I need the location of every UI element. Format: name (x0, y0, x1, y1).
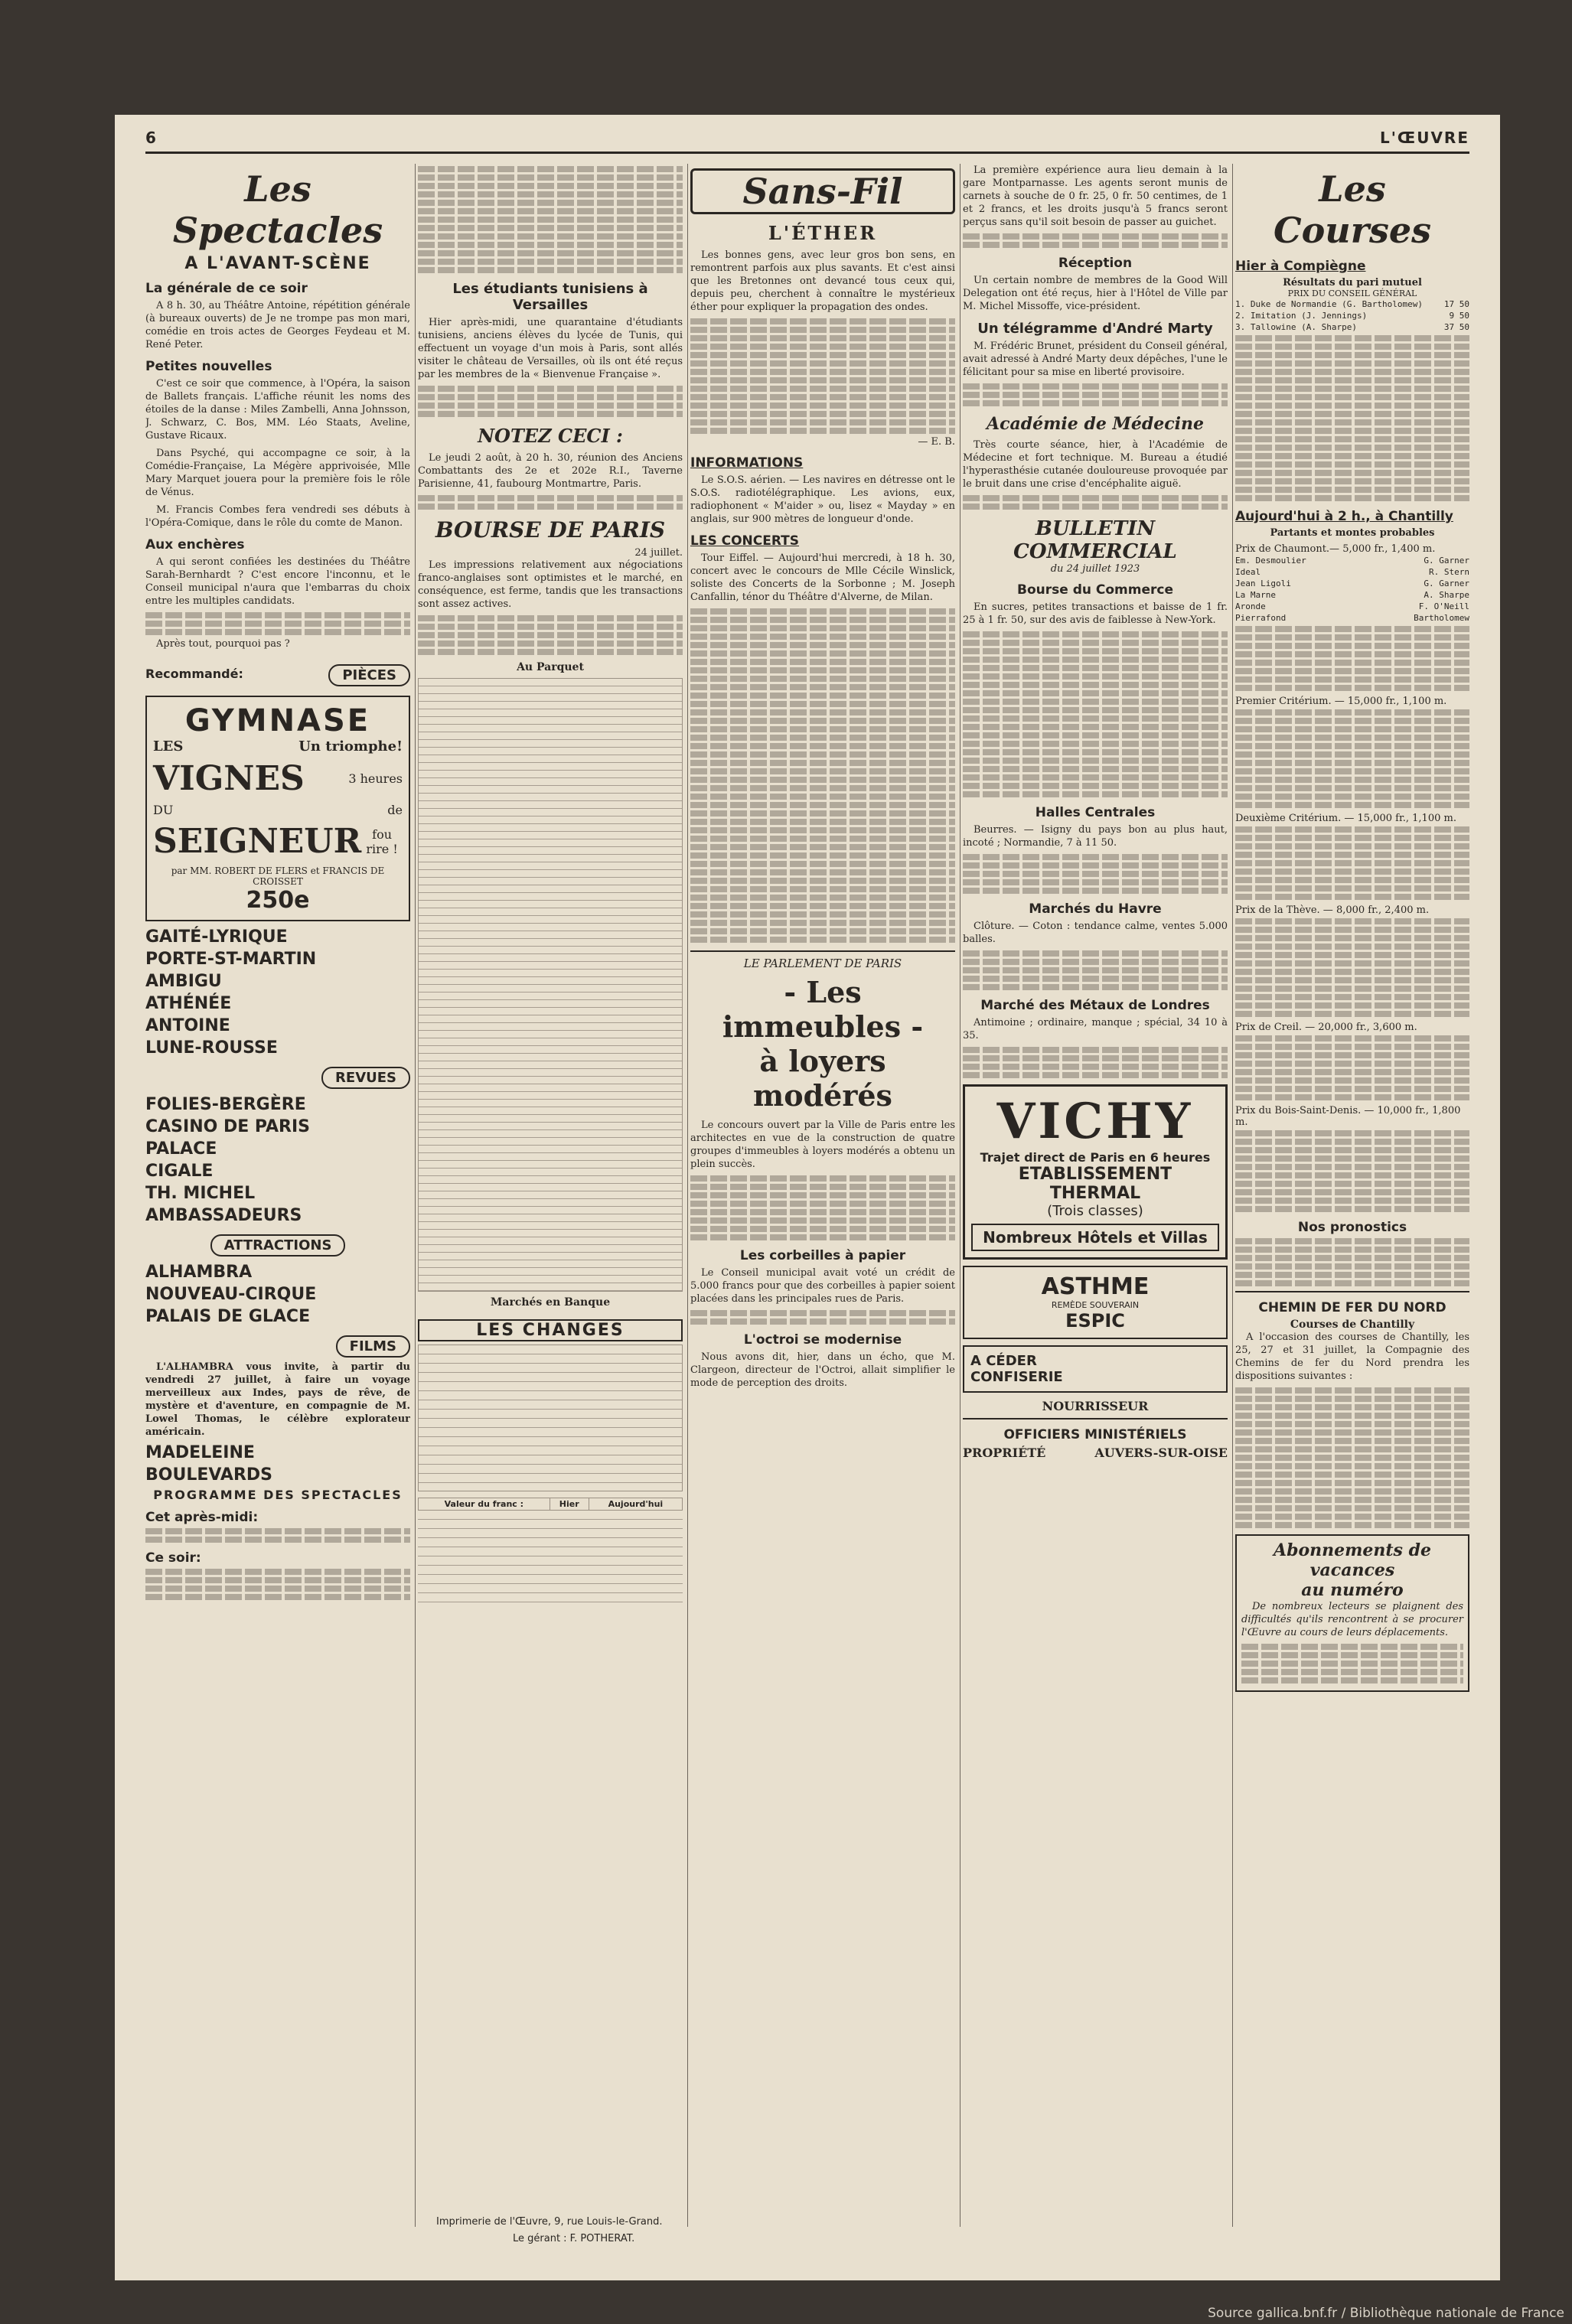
article-paragraph: Hier après-midi, une quarantaine d'étudiants tunisiens, anciens élèves du lycée de Tunis, qui effectuent un voyage d'un mois à Paris, sont allés visiter le château de Versailles, où ils ont été reçus par les membres de la « Bienvenue Française ». (418, 317, 683, 380)
column-sans-fil (690, 164, 955, 2227)
ad-text: (Trois classes) (1047, 1203, 1143, 1219)
runner-row: La Marne A. Sharpe (1235, 590, 1469, 600)
race-heading: Deuxième Critérium. — 15,000 fr., 1,100 m. (1235, 813, 1456, 824)
article-paragraph: C'est ce soir que commence, à l'Opéra, la saison de Ballets français. L'affiche réunit les noms des étoiles de la danse : Miles Zambelli, Anna Johnsson, J. Schwarz, C. Bos, MM. Léo Staats, Aveline, Gustave Ricaux. (145, 378, 410, 442)
theatre-name: CASINO DE PARIS (145, 1117, 311, 1136)
officiers-heading: OFFICIERS MINISTÉRIELS (1003, 1427, 1187, 1442)
pieces-tag: PIÈCES (328, 664, 410, 686)
recommande-label: Recommandé: (145, 667, 243, 681)
header-rule (145, 152, 1469, 154)
article-paragraph: Tour Eiffel. — Aujourd'hui mercredi, à 18 h. 30, concert avec le concours de Mlle Cécile Winslick, soliste des Concerts de la Sorbonne ; M. Joseph Canfallin, ténor du Théâtre d'Alverne, de Milan. (690, 552, 955, 603)
avant-scene-heading: A L'AVANT-SCÈNE (184, 254, 371, 273)
ether-heading: L'ÉTHER (768, 222, 878, 244)
prix-heading: PRIX DU CONSEIL GÉNÉRAL (1287, 288, 1417, 298)
table-header: Hier (550, 1498, 589, 1511)
theatre-name: CIGALE (145, 1162, 214, 1181)
programme-subheading: Cet après-midi: (145, 1510, 259, 1525)
vichy-title: VICHY (996, 1093, 1194, 1150)
article-paragraph: Très courte séance, hier, à l'Académie de Médecine et fort technique. M. Bureau a étudié l'hyperasthésie cutanée douloureuse provoquée par le bruit dans une crise d'encéphalite aiguë. (963, 439, 1228, 490)
runner-row: Aronde F. O'Neill (1235, 601, 1469, 611)
article-paragraph: M. Francis Combes fera vendredi ses débuts à l'Opéra-Comique, dans le rôle du comte de Manon. (145, 504, 410, 529)
revues-list (145, 1095, 410, 1225)
article-paragraph: Les bonnes gens, avec leur gros bon sens, en remontrent parfois aux plus savants. Et c'est ainsi que les Bretonnes ont devancé tous ceux qui, depuis peu, cherchent à connaître le mystérieux éther pour expliquer la propagation des ondes. (690, 249, 955, 313)
courses-chantilly-heading: Courses de Chantilly (1290, 1318, 1415, 1331)
ad-count: 250e (246, 887, 310, 914)
result-row: 1. Duke de Normandie (G. Bartholomew) 17 50 (1235, 299, 1469, 309)
runner-row: Jean Ligoli G. Garner (1235, 579, 1469, 588)
race-heading: Prix de la Thève. — 8,000 fr., 2,400 m. (1235, 905, 1430, 916)
resultats-heading: Résultats du pari mutuel (1283, 277, 1422, 288)
article-paragraph: Clôture. — Coton : tendance calme, ventes 5.000 balles. (963, 921, 1228, 945)
partants-heading: Partants et montes probables (1270, 527, 1435, 539)
theatre-list (145, 927, 410, 1058)
confiserie-ad (963, 1345, 1228, 1393)
page-header (145, 129, 1469, 152)
asthme-ad (963, 1266, 1228, 1339)
films-tag: FILMS (336, 1335, 410, 1358)
page-number: 6 (145, 129, 156, 147)
article-paragraph: De nombreux lecteurs se plaignent des difficultés qu'ils rencontrent à se procurer l'Œuvre au cours de leurs déplacements. (1241, 1601, 1463, 1638)
etudiants-heading: Les étudiants tunisiens à Versailles (452, 281, 648, 313)
theatre-name: LUNE-ROUSSE (145, 1038, 278, 1058)
ad-text: Un triomphe! (298, 738, 403, 755)
column-divider (687, 164, 688, 2227)
attractions-list (145, 1263, 410, 1326)
article-paragraph: Après tout, pourquoi pas ? (156, 638, 290, 650)
theatre-name: MADELEINE (145, 1443, 255, 1462)
courses-title: Les Courses (1273, 168, 1432, 251)
corbeilles-heading: Les corbeilles à papier (739, 1248, 906, 1263)
table-header: Aujourd'hui (589, 1498, 682, 1511)
abonnements-box (1235, 1534, 1469, 1692)
concerts-heading: LES CONCERTS (690, 533, 800, 549)
bourse-date: 24 juillet. (634, 547, 683, 559)
imprimerie-line: Imprimerie de l'Œuvre, 9, rue Louis-le-Grand. (436, 2216, 663, 2228)
article-paragraph: En sucres, petites transactions et baisse de 1 fr. 25 à 1 fr. 50, sur des avis de faiblesse à New-York. (963, 601, 1228, 626)
halles-heading: Halles Centrales (1035, 805, 1156, 820)
theatre-name: TH. MICHEL (145, 1184, 256, 1203)
changes-table (418, 1345, 683, 1491)
ad-title: A CÉDER (970, 1353, 1037, 1369)
immeubles-title: à loyers modérés (753, 1044, 892, 1113)
changes-heading: LES CHANGES (418, 1319, 683, 1341)
ad-title: ASTHME (1041, 1273, 1150, 1300)
theatre-name: AMBASSADEURS (145, 1206, 302, 1225)
ad-title: PROPRIÉTÉ (963, 1446, 1046, 1460)
article-paragraph: A 8 h. 30, au Théâtre Antoine, répétition générale (à bureaux ouverts) de Je ne trompe pas mon mari, comédie en trois actes de Georges Feydeau et M. René Peter. (145, 300, 410, 350)
column-commercial (963, 164, 1228, 2227)
runner-row: Em. Desmoulier G. Garner (1235, 556, 1469, 566)
bulletin-heading: BULLETIN COMMERCIAL (1013, 517, 1177, 563)
article-paragraph: M. Frédéric Brunet, président du Conseil général, avait adressé à André Marty deux dépêches, l'une le félicitant pour sa mise en liberté provisoire. (963, 341, 1228, 378)
article-paragraph: Le S.O.S. aérien. — Les navires en détresse ont le S.O.S. radiotélégraphique. Les avions, eux, radiophonent « M'aider » ou, lisez « Mayday » en anglais, sur 900 mètres de longueur d'onde. (690, 474, 955, 525)
bourse-commerce-heading: Bourse du Commerce (1017, 582, 1173, 598)
spectacles-title: Les Spectacles (172, 168, 383, 251)
article-paragraph: Le jeudi 2 août, à 20 h. 30, réunion des Anciens Combattants des 2e et 202e R.I., Taverne Parisienne, 41, faubourg Montmartre, Paris. (418, 452, 683, 490)
metaux-heading: Marché des Métaux de Londres (980, 998, 1210, 1013)
article-paragraph: Nous avons dit, hier, dans un écho, que M. Clargeon, directeur de l'Octroi, allait simplifier le mode de perception des droits. (690, 1351, 955, 1389)
article-paragraph: La première expérience aura lieu demain à la gare Montparnasse. Les agents seront munis de carnets à souche de 0 fr. 25, 0 fr. 50 centimes, de 1 et 2 francs, et les droits jusqu'à 5 francs seront perçus sans qu'il soit besoin de passer au guichet. (963, 165, 1228, 228)
franc-table (418, 1498, 683, 1511)
article-paragraph: A l'occasion des courses de Chantilly, les 25, 27 et 31 juillet, la Compagnie des Chemins de fer du Nord prendra les dispositions suivantes : (1235, 1331, 1469, 1382)
chantilly-heading: Aujourd'hui à 2 h., à Chantilly (1235, 509, 1453, 524)
films-paragraph: L'ALHAMBRA vous invite, à partir du vendredi 27 juillet, à faire un voyage merveilleux aux Indes, pays de rêve, de mystère et d'aventure, en compagnie de M. Lowel Thomas, le célèbre explorateur américain. (145, 1361, 410, 1438)
academie-heading: Académie de Médecine (987, 414, 1204, 434)
bourse-heading: BOURSE DE PARIS (435, 517, 666, 543)
ad-title: SEIGNEUR (153, 822, 362, 861)
ad-text: DU (153, 803, 174, 817)
column-spectacles (145, 164, 410, 2227)
stock-table (418, 678, 683, 1292)
ad-text: de (387, 803, 403, 817)
race-heading: Prix de Chaumont.— 5,000 fr., 1,400 m. (1235, 543, 1436, 555)
article-paragraph: Dans Psyché, qui accompagne ce soir, à la Comédie-Française, La Mégère apprivoisée, Mlle Mary Marquet jouera pour la première fois le rôle de Vénus. (145, 448, 410, 498)
runner-row: Ideal R. Stern (1235, 567, 1469, 577)
article-paragraph: Les impressions relativement aux négociations franco-anglaises sont optimistes et le marché, en conséquence, est ferme, tandis que les transactions sont assez actives. (418, 559, 683, 610)
runner-row: Pierrafond Bartholomew (1235, 613, 1469, 623)
havre-heading: Marchés du Havre (1029, 901, 1162, 917)
revues-tag: REVUES (321, 1067, 410, 1089)
table-header: Valeur du franc : (419, 1498, 550, 1511)
gerant-line: Le gérant : F. POTHERAT. (513, 2233, 635, 2244)
octroi-heading: L'octroi se modernise (743, 1332, 902, 1348)
theatre-name: PALACE (145, 1139, 217, 1159)
ad-title: CONFISERIE (970, 1369, 1063, 1385)
ad-text: LES (153, 738, 184, 755)
vichy-ad (963, 1084, 1228, 1260)
signature: — E. B. (918, 436, 955, 448)
theatre-name: NOUVEAU-CIRQUE (145, 1285, 317, 1304)
abonnements-title: Abonnements de vacances (1274, 1540, 1431, 1580)
newspaper-page (115, 115, 1500, 2280)
programme-subheading: Ce soir: (145, 1550, 201, 1566)
generale-heading: La générale de ce soir (145, 281, 308, 296)
compiegne-heading: Hier à Compiègne (1235, 259, 1366, 274)
ad-title: ESPIC (1065, 1310, 1125, 1331)
ad-text: fou rire ! (366, 826, 398, 856)
theatre-name: ANTOINE (145, 1016, 230, 1035)
petites-nouvelles-heading: Petites nouvelles (145, 359, 272, 374)
theatre-name: AMBIGU (145, 972, 222, 991)
ad-text: ETABLISSEMENT THERMAL (1018, 1165, 1172, 1203)
result-row: 3. Tallowine (A. Sharpe) 37 50 (1235, 322, 1469, 332)
banque-heading: Marchés en Banque (490, 1296, 611, 1309)
parlement-heading: LE PARLEMENT DE PARIS (743, 957, 902, 970)
ad-title: VIGNES (153, 759, 305, 798)
attractions-tag: ATTRACTIONS (210, 1234, 346, 1257)
article-paragraph: Antimoine ; ordinaire, manque ; spécial, 34 10 à 35. (963, 1017, 1228, 1041)
theatre-name: PALAIS DE GLACE (145, 1307, 311, 1326)
article-paragraph: A qui seront confiées les destinées du Théâtre Sarah-Bernhardt ? C'est encore l'inconnu, et le Conseil municipal n'aura que l'embarras du choix entre les multiples candidats. (145, 556, 410, 607)
theatre-name: GAITÉ-LYRIQUE (145, 927, 288, 947)
result-row: 2. Imitation (J. Jennings) 9 50 (1235, 311, 1469, 321)
race-heading: Prix du Bois-Saint-Denis. — 10,000 fr., 1,800 m. (1235, 1105, 1461, 1128)
telegramme-heading: Un télégramme d'André Marty (977, 321, 1213, 337)
ad-text: REMÈDE SOUVERAIN (1051, 1300, 1140, 1310)
article-paragraph: Le concours ouvert par la Ville de Paris entre les architectes en vue de la construction de quatre groupes d'immeubles à loyers modérés a obtenu un plein succès. (690, 1120, 955, 1170)
article-paragraph: Le Conseil municipal avait voté un crédit de 5.000 francs pour que des corbeilles à papier soient placées dans les principales rues de Paris. (690, 1267, 955, 1305)
race-heading: Premier Critérium. — 15,000 fr., 1,100 m. (1235, 696, 1447, 707)
results-list (1235, 298, 1469, 333)
theatre-name: FOLIES-BERGÈRE (145, 1095, 306, 1114)
gymnase-title: GYMNASE (184, 703, 371, 738)
theatre-name: ALHAMBRA (145, 1263, 253, 1282)
bulletin-date: du 24 juillet 1923 (1050, 563, 1140, 575)
pronostics-heading: Nos pronostics (1297, 1220, 1407, 1235)
immeubles-title: - Les immeubles - (722, 975, 924, 1044)
programme-heading: PROGRAMME DES SPECTACLES (153, 1488, 403, 1502)
sans-fil-title: Sans-Fil (690, 168, 955, 214)
article-paragraph: Beurres. — Isigny du pays bon au plus haut, incoté ; Normandie, 7 à 11 50. (963, 824, 1228, 849)
source-credit: Source gallica.bnf.fr / Bibliothèque nationale de France (1208, 2306, 1564, 2321)
ad-text: Nombreux Hôtels et Villas (971, 1224, 1219, 1251)
ad-text: Trajet direct de Paris en 6 heures (980, 1150, 1211, 1165)
encheres-heading: Aux enchères (145, 537, 245, 552)
runners-list (1235, 555, 1469, 624)
theatre-name: ATHÉNÉE (145, 994, 232, 1013)
notez-heading: NOTEZ CECI : (478, 425, 623, 447)
informations-heading: INFORMATIONS (690, 455, 804, 471)
column-divider (415, 164, 416, 2227)
journal-name: L'ŒUVRE (1380, 129, 1469, 147)
reception-heading: Réception (1058, 256, 1133, 271)
theatre-name: PORTE-ST-MARTIN (145, 950, 317, 969)
abonnements-title: au numéro (1301, 1580, 1404, 1600)
chemin-heading: CHEMIN DE FER DU NORD (1258, 1300, 1446, 1315)
gymnase-ad (145, 696, 410, 921)
ad-text: 3 heures (348, 771, 403, 786)
article-paragraph: Un certain nombre de membres de la Good Will Delegation ont été reçus, hier à l'Hôtel de Ville par M. Michel Missoffe, vice-président. (963, 275, 1228, 312)
ad-title: NOURRISSEUR (1042, 1399, 1149, 1413)
race-heading: Prix de Creil. — 20,000 fr., 3,600 m. (1235, 1022, 1417, 1033)
column-bourse (418, 164, 683, 2227)
ad-authors: par MM. ROBERT DE FLERS et FRANCIS DE CROISSET (171, 865, 385, 887)
column-divider (1232, 164, 1233, 2227)
parquet-heading: Au Parquet (517, 661, 584, 673)
ad-title: AUVERS-SUR-OISE (1094, 1446, 1228, 1460)
theatre-name: BOULEVARDS (145, 1465, 272, 1485)
column-courses (1235, 164, 1469, 2227)
